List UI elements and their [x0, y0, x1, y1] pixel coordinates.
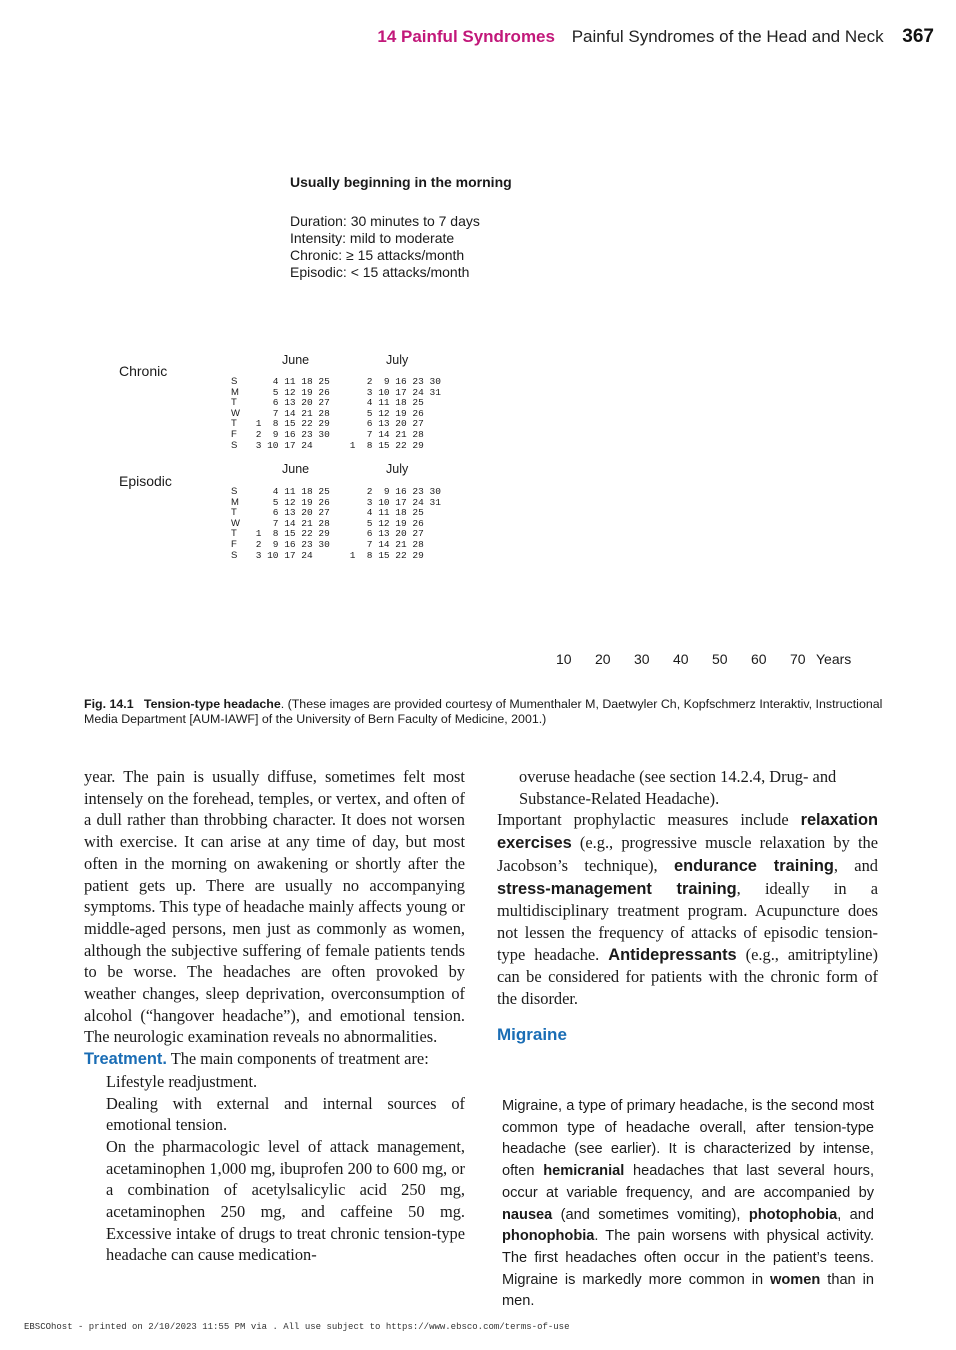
page-number: 367 — [902, 26, 934, 47]
age-axis — [556, 651, 851, 667]
prophylaxis-paragraph: Important prophylactic measures include relaxation exercises (e.g., progressive muscle relaxation by the Jacobson’s technique), endurance training, and stress-management training, ideally in a multidisciplinary treatment program. Acupuncture does not lessen the frequency of attacks of episodic tension-type headache. Antidepressants (e.g., amitriptyline) can be considered for patients with the chronic form of the disorder. — [497, 810, 878, 1009]
figure-details — [290, 213, 480, 281]
age-tick: 40 — [673, 651, 689, 667]
print-footer: EBSCOhost - printed on 2/10/2023 11:55 PM via . All use subject to https://www.ebsco.com/terms-of-use — [24, 1322, 570, 1332]
section-title: Painful Syndromes of the Head and Neck — [571, 27, 884, 46]
list-item: Lifestyle readjustment. — [106, 1071, 258, 1091]
chronic-month-july: July — [386, 353, 409, 367]
migraine-heading: Migraine — [497, 1025, 567, 1044]
episodic-month-june: June — [282, 462, 310, 476]
paragraph: year. The pain is usually diffuse, sometimes felt most intensely on the forehead, temples, or vertex, and often of a dull rather than throbbing character. It does not worsen with exercise. It can arise at any time of day, but most often in the morning on awakening or shortly after the patient gets up. There are usually no accompanying symptoms. This type of headache mainly affects young or middle-aged persons, men just as commonly as women, although the subjective suffering of female patients tends to be worse. The headaches are often provoked by weather changes, sleep deprivation, overconsumption of alcohol (“hangover headache”), and emotional tension. The neurologic examination reveals no abnormalities. — [84, 767, 465, 1047]
age-tick: 70 — [790, 651, 806, 667]
chapter-title: 14 Painful Syndromes — [377, 27, 555, 46]
treatment-paragraph: Treatment. The main components of treatment are: — [84, 1049, 429, 1069]
age-tick: 20 — [595, 651, 611, 667]
age-axis-unit: Years — [816, 651, 852, 667]
continued-list-item: overuse headache (see section 14.2.4, Drug- and Substance-Related Headache). — [519, 767, 837, 808]
chronic-label: Chronic — [119, 363, 168, 379]
episodic-label: Episodic — [119, 473, 172, 489]
figure-caption — [84, 697, 884, 727]
detail-intensity: Intensity: mild to moderate — [290, 230, 455, 246]
figure-heading: Usually beginning in the morning — [290, 174, 512, 190]
running-header — [377, 26, 934, 48]
caption-title: Tension-type headache — [143, 697, 281, 711]
age-tick: 50 — [712, 651, 728, 667]
episodic-june-calendar: 4 11 18 25 5 12 19 26 6 13 20 27 7 14 21 28 1 8 15 22 29 2 9 16 23 30 3 10 17 24 — [250, 486, 330, 561]
caption-label: Fig. 14.1 — [84, 697, 134, 711]
right-column — [497, 766, 878, 1010]
chronic-july-calendar: 2 9 16 23 30 3 10 17 24 31 4 11 18 25 5 12 19 26 6 13 20 27 7 14 21 28 1 8 15 22 29 — [344, 376, 441, 451]
episodic-july-calendar: 2 9 16 23 30 3 10 17 24 31 4 11 18 25 5 12 19 26 6 13 20 27 7 14 21 28 1 8 15 22 29 — [344, 486, 441, 561]
age-tick: 30 — [634, 651, 650, 667]
left-column — [84, 766, 465, 1266]
chronic-june-calendar: 4 11 18 25 5 12 19 26 6 13 20 27 7 14 21 28 1 8 15 22 29 2 9 16 23 30 3 10 17 24 — [250, 376, 330, 451]
age-tick: 10 — [556, 651, 572, 667]
chronic-weekdays: S M T W T F S — [231, 376, 240, 451]
treatment-label: Treatment. — [84, 1050, 167, 1069]
episodic-month-july: July — [386, 462, 409, 476]
age-tick: 60 — [751, 651, 767, 667]
list-item: On the pharmacologic level of attack management, acetaminophen 1,000 mg, ibuprofen 200 to 600 mg, or a combination of acetylsalicylic acid 250 mg, acetaminophen 250 mg, and caffeine 50 mg. Excessive intake of drugs to treat chronic tension-type headache can cause medication- — [106, 1136, 465, 1265]
chronic-month-june: June — [282, 353, 310, 367]
caption-text: . (These images are provided courtesy of Mumenthaler M, Daetwyler Ch, Kopfschmerz Interaktiv, Instructional Media Department [AUM-IAWF] of the University of Bern Faculty of Medicine, 2001.) — [84, 697, 883, 726]
detail-episodic: Episodic: < 15 attacks/month — [290, 264, 470, 280]
episodic-weekdays: S M T W T F S — [231, 486, 240, 561]
migraine-paragraph: Migraine, a type of primary headache, is the second most common type of headache overall, after tension-type headache (see earlier). It is characterized by intense, often hemicranial headaches that last several hours, occur at variable frequency, and are accompanied by nausea (and sometimes vomiting), photophobia, and phonophobia. The pain worsens with physical activity. The first headaches often occur in the patient’s teens. Migraine is markedly more common in women than in men. — [502, 1098, 874, 1310]
list-item: Dealing with external and internal sources of emotional tension. — [106, 1093, 465, 1135]
detail-duration: Duration: 30 minutes to 7 days — [290, 213, 480, 229]
detail-chronic: Chronic: ≥ 15 attacks/month — [290, 247, 465, 263]
